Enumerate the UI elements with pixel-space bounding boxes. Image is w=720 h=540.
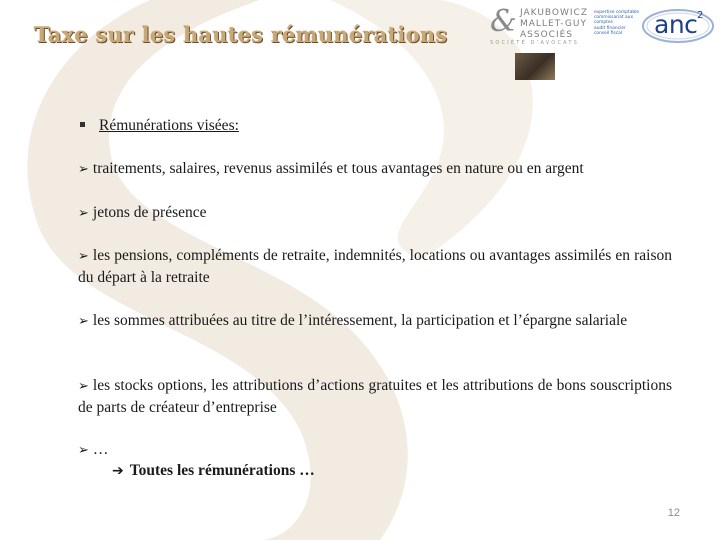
list-item — [78, 203, 672, 225]
anc-description — [594, 10, 640, 36]
arrowhead-bullet-icon: ➢ — [78, 206, 89, 221]
list-item — [78, 311, 672, 333]
anc-logo-text: anc — [654, 10, 698, 39]
list-item — [78, 159, 672, 181]
arrowhead-bullet-icon: ➢ — [78, 443, 89, 458]
arrowhead-bullet-icon: ➢ — [78, 314, 89, 329]
list-item-text: les stocks options, les attributions d’actions gratuites et les attributions de bons souscriptions de parts de créateur d’entreprise — [78, 377, 672, 416]
slide-title: Taxe sur les hautes rémunérations — [34, 22, 448, 47]
right-arrow-icon: ➔ — [112, 463, 124, 479]
list-item — [78, 246, 672, 288]
arrowhead-bullet-icon: ➢ — [78, 249, 89, 264]
square-bullet-icon — [80, 122, 85, 127]
anc-line: audit financier — [594, 25, 626, 31]
arrowhead-bullet-icon: ➢ — [78, 162, 89, 177]
section-heading — [80, 117, 239, 135]
header-photo — [515, 53, 555, 80]
anc-line: conseil fiscal — [594, 30, 623, 36]
conclusion-line — [112, 462, 315, 480]
conclusion-text: Toutes les rémunérations … — [129, 462, 315, 479]
list-item-text: les pensions, compléments de retraite, indemnités, locations ou avantages assimilés en raison du départ à la retraite — [78, 247, 672, 286]
list-item-text: traitements, salaires, revenus assimilés et tous avantages en nature ou en argent — [92, 160, 584, 177]
anc-line: commissariat aux comptes — [594, 15, 634, 26]
anc-logo-superscript: 2 — [697, 10, 704, 21]
section-heading-text: Rémunérations visées: — [99, 117, 239, 134]
firm-logo-ampersand: & — [490, 4, 517, 39]
firm-logo-name: JAKUBOWICZ MALLET-GUY ASSOCIÉS — [520, 8, 589, 40]
list-item-text: … — [92, 441, 109, 458]
anc-line: expertise comptable — [594, 10, 640, 15]
list-item — [78, 376, 672, 418]
page-number: 12 — [667, 507, 680, 519]
anc-logo — [640, 6, 716, 46]
list-item-text: les sommes attribuées au titre de l’intéressement, la participation et l’épargne salariale — [92, 312, 628, 329]
firm-logo-subtitle: SOCIÉTÉ D’AVOCATS — [490, 40, 579, 46]
list-item — [78, 440, 672, 462]
arrowhead-bullet-icon: ➢ — [78, 379, 89, 394]
list-item-text: jetons de présence — [92, 204, 207, 221]
